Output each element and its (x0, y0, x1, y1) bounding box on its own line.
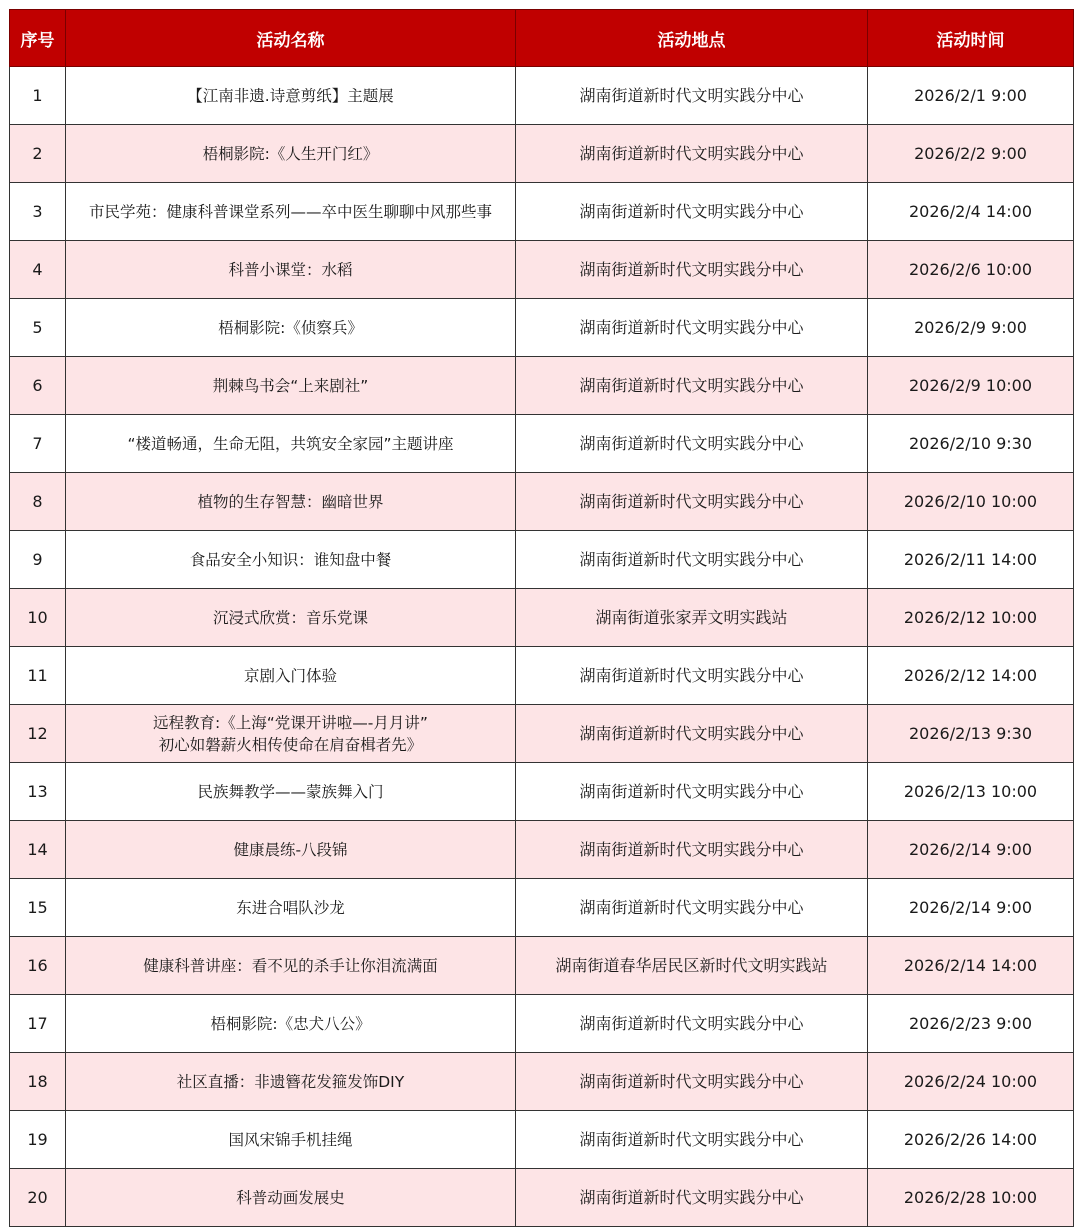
cell-activity-name (66, 1111, 516, 1169)
cell-location: 湖南街道新时代文明实践分中心 (516, 879, 868, 937)
activity-name-line: 梧桐影院:《忠犬八公》 (210, 1014, 371, 1033)
cell-location: 湖南街道新时代文明实践分中心 (516, 1169, 868, 1227)
activity-name-line: 东进合唱队沙龙 (236, 898, 345, 917)
cell-activity-name (66, 67, 516, 125)
cell-time: 2026/2/14 9:00 (868, 879, 1074, 937)
table-row (10, 821, 1074, 879)
cell-location: 湖南街道张家弄文明实践站 (516, 589, 868, 647)
cell-index: 20 (10, 1169, 66, 1227)
cell-location: 湖南街道新时代文明实践分中心 (516, 763, 868, 821)
activity-schedule (9, 9, 1073, 1227)
activity-name-line: 健康晨练-八段锦 (233, 840, 348, 859)
activity-name-line: 远程教育:《上海“党课开讲啦—-月月讲” (153, 713, 428, 732)
cell-time: 2026/2/12 14:00 (868, 647, 1074, 705)
cell-location: 湖南街道新时代文明实践分中心 (516, 473, 868, 531)
cell-index: 13 (10, 763, 66, 821)
cell-time: 2026/2/1 9:00 (868, 67, 1074, 125)
cell-location: 湖南街道新时代文明实践分中心 (516, 1111, 868, 1169)
cell-time: 2026/2/14 14:00 (868, 937, 1074, 995)
cell-index: 11 (10, 647, 66, 705)
cell-activity-name (66, 125, 516, 183)
cell-time: 2026/2/9 10:00 (868, 357, 1074, 415)
table-row (10, 705, 1074, 763)
table-row (10, 1169, 1074, 1227)
cell-index: 2 (10, 125, 66, 183)
cell-activity-name (66, 473, 516, 531)
cell-index: 9 (10, 531, 66, 589)
activity-name-line: 京剧入门体验 (243, 666, 337, 685)
cell-activity-name (66, 357, 516, 415)
cell-activity-name (66, 995, 516, 1053)
cell-index: 14 (10, 821, 66, 879)
activity-name-line: 健康科普讲座：看不见的杀手让你泪流满面 (143, 956, 438, 975)
activity-name-line: 梧桐影院:《侦察兵》 (218, 318, 363, 337)
table-row (10, 879, 1074, 937)
activity-name-line: 【江南非遗.诗意剪纸】主题展 (187, 86, 394, 105)
cell-time: 2026/2/6 10:00 (868, 241, 1074, 299)
cell-location: 湖南街道新时代文明实践分中心 (516, 531, 868, 589)
cell-location: 湖南街道新时代文明实践分中心 (516, 647, 868, 705)
cell-activity-name (66, 763, 516, 821)
cell-activity-name (66, 589, 516, 647)
cell-time: 2026/2/2 9:00 (868, 125, 1074, 183)
cell-location: 湖南街道新时代文明实践分中心 (516, 415, 868, 473)
cell-time: 2026/2/13 10:00 (868, 763, 1074, 821)
table-row (10, 241, 1074, 299)
activity-name-line: 科普动画发展史 (236, 1188, 345, 1207)
cell-time: 2026/2/26 14:00 (868, 1111, 1074, 1169)
cell-time: 2026/2/12 10:00 (868, 589, 1074, 647)
activity-name-line: 市民学苑：健康科普课堂系列——卒中医生聊聊中风那些事 (88, 202, 492, 221)
cell-location: 湖南街道新时代文明实践分中心 (516, 241, 868, 299)
cell-activity-name (66, 1053, 516, 1111)
cell-time: 2026/2/28 10:00 (868, 1169, 1074, 1227)
table-row (10, 647, 1074, 705)
activity-name-line: 梧桐影院:《人生开门红》 (202, 144, 379, 163)
table-row (10, 67, 1074, 125)
cell-time: 2026/2/24 10:00 (868, 1053, 1074, 1111)
cell-time: 2026/2/14 9:00 (868, 821, 1074, 879)
cell-activity-name (66, 183, 516, 241)
cell-location: 湖南街道新时代文明实践分中心 (516, 705, 868, 763)
cell-activity-name (66, 705, 516, 763)
cell-time: 2026/2/13 9:30 (868, 705, 1074, 763)
table-row (10, 763, 1074, 821)
table-row (10, 1111, 1074, 1169)
cell-time: 2026/2/4 14:00 (868, 183, 1074, 241)
cell-index: 12 (10, 705, 66, 763)
cell-time: 2026/2/23 9:00 (868, 995, 1074, 1053)
table-row (10, 531, 1074, 589)
activity-name-line: 科普小课堂：水稻 (228, 260, 353, 279)
activity-name-line: 沉浸式欣赏：音乐党课 (212, 608, 368, 627)
cell-index: 6 (10, 357, 66, 415)
cell-location: 湖南街道新时代文明实践分中心 (516, 357, 868, 415)
cell-location: 湖南街道新时代文明实践分中心 (516, 995, 868, 1053)
cell-activity-name (66, 299, 516, 357)
cell-index: 7 (10, 415, 66, 473)
cell-index: 15 (10, 879, 66, 937)
cell-location: 湖南街道新时代文明实践分中心 (516, 183, 868, 241)
cell-location: 湖南街道春华居民区新时代文明实践站 (516, 937, 868, 995)
activity-name-line: 食品安全小知识：谁知盘中餐 (189, 550, 392, 569)
cell-index: 17 (10, 995, 66, 1053)
activity-name-line: 荆棘鸟书会“上来剧社” (212, 376, 369, 395)
cell-time: 2026/2/11 14:00 (868, 531, 1074, 589)
header-location: 活动地点 (516, 10, 868, 67)
cell-activity-name (66, 531, 516, 589)
activity-name-line: 植物的生存智慧：幽暗世界 (197, 492, 384, 511)
cell-activity-name (66, 241, 516, 299)
cell-index: 8 (10, 473, 66, 531)
cell-time: 2026/2/10 9:30 (868, 415, 1074, 473)
cell-activity-name (66, 647, 516, 705)
table-row (10, 937, 1074, 995)
cell-location: 湖南街道新时代文明实践分中心 (516, 299, 868, 357)
cell-index: 10 (10, 589, 66, 647)
table-row (10, 473, 1074, 531)
cell-index: 5 (10, 299, 66, 357)
table-row (10, 183, 1074, 241)
table-row (10, 415, 1074, 473)
activity-name-line: 民族舞教学——蒙族舞入门 (197, 782, 384, 801)
cell-index: 18 (10, 1053, 66, 1111)
cell-location: 湖南街道新时代文明实践分中心 (516, 125, 868, 183)
activity-name-line: 初心如磐薪火相传使命在肩奋楫者先》 (158, 735, 423, 754)
table-row (10, 357, 1074, 415)
cell-activity-name (66, 415, 516, 473)
table-row (10, 299, 1074, 357)
cell-activity-name (66, 937, 516, 995)
cell-activity-name (66, 1169, 516, 1227)
cell-location: 湖南街道新时代文明实践分中心 (516, 1053, 868, 1111)
table-header-row (10, 10, 1074, 67)
table-row (10, 995, 1074, 1053)
cell-index: 1 (10, 67, 66, 125)
table-row (10, 589, 1074, 647)
table-body (10, 67, 1074, 1227)
table-row (10, 125, 1074, 183)
cell-time: 2026/2/10 10:00 (868, 473, 1074, 531)
cell-activity-name (66, 821, 516, 879)
header-name: 活动名称 (66, 10, 516, 67)
activity-name-line: 国风宋锦手机挂绳 (228, 1130, 353, 1149)
cell-index: 16 (10, 937, 66, 995)
cell-index: 3 (10, 183, 66, 241)
table-row (10, 1053, 1074, 1111)
header-time: 活动时间 (868, 10, 1074, 67)
cell-location: 湖南街道新时代文明实践分中心 (516, 67, 868, 125)
activity-name-line: 社区直播：非遗簪花发箍发饰DIY (176, 1072, 405, 1091)
activity-table (9, 9, 1074, 1227)
cell-activity-name (66, 879, 516, 937)
cell-index: 4 (10, 241, 66, 299)
cell-time: 2026/2/9 9:00 (868, 299, 1074, 357)
cell-location: 湖南街道新时代文明实践分中心 (516, 821, 868, 879)
activity-name-line: “楼道畅通，生命无阻，共筑安全家园”主题讲座 (127, 434, 454, 453)
cell-index: 19 (10, 1111, 66, 1169)
header-index: 序号 (10, 10, 66, 67)
